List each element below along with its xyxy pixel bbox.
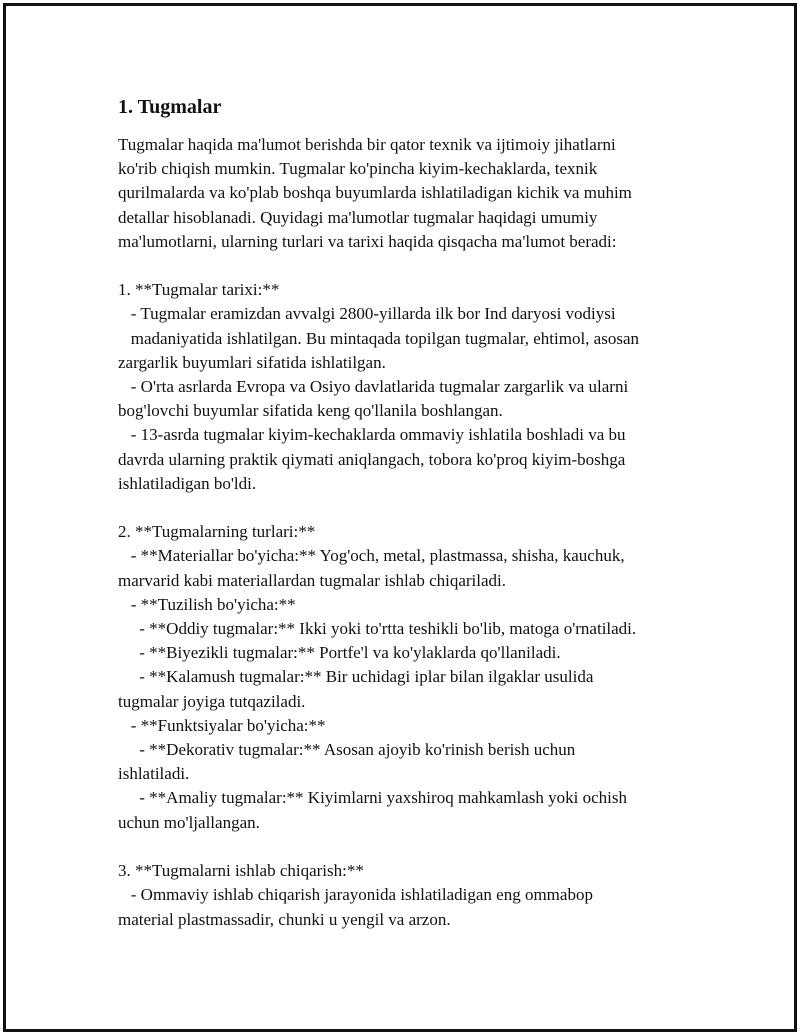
- document-content: [118, 94, 718, 932]
- document-body: Tugmalar haqida ma'lumot berishda bir qator texnik va ijtimoiy jihatlarni ko'rib chiqish mumkin. Tugmalar ko'pincha kiyim-kechaklarda, texnik qurilmalarda va ko'plab boshqa buyumlarda ishlatiladigan kichik va muhim detallar hisoblanadi. Quyidagi ma'lumotlar tugmalar haqidagi umumiy ma'lumotlarni, ularning turlari va tarixi haqida qisqacha ma'lumot beradi: 1. **Tugmalar tarixi:** - Tugmalar eramizdan avvalgi 2800-yillarda ilk bor Ind daryosi vodiysi madaniyatida ishlatilgan. Bu mintaqada topilgan tugmalar, ehtimol, asosan zargarlik buyumlari sifatida ishlatilgan. - O'rta asrlarda Evropa va Osiyo davlatlarida tugmalar zargarlik va ularni bog'lovchi buyumlar sifatida keng qo'llanila boshlangan. - 13-asrda tugmalar kiyim-kechaklarda ommaviy ishlatila boshladi va bu davrda ularning praktik qiymati aniqlangach, tobora ko'proq kiyim-boshga ishlatiladigan bo'ldi. 2. **Tugmalarning turlari:** - **Materiallar bo'yicha:** Yog'och, metal, plastmassa, shisha, kauchuk, marvarid kabi materiallardan tugmalar ishlab chiqariladi. - **Tuzilish bo'yicha:** - **Oddiy tugmalar:** Ikki yoki to'rtta teshikli bo'lib, matoga o'rnatiladi. - **Biyezikli tugmalar:** Portfe'l va ko'ylaklarda qo'llaniladi. - **Kalamush tugmalar:** Bir uchidagi iplar bilan ilgaklar usulida tugmalar joyiga tutqaziladi. - **Funktsiyalar bo'yicha:** - **Dekorativ tugmalar:** Asosan ajoyib ko'rinish berish uchun ishlatiladi. - **Amaliy tugmalar:** Kiyimlarni yaxshiroq mahkamlash yoki ochish uchun mo'ljallangan. 3. **Tugmalarni ishlab chiqarish:** - Ommaviy ishlab chiqarish jarayonida ishlatiladigan eng ommabop material plastmassadir, chunki u yengil va arzon.: [118, 135, 640, 929]
- document-title: 1. Tugmalar: [118, 96, 222, 118]
